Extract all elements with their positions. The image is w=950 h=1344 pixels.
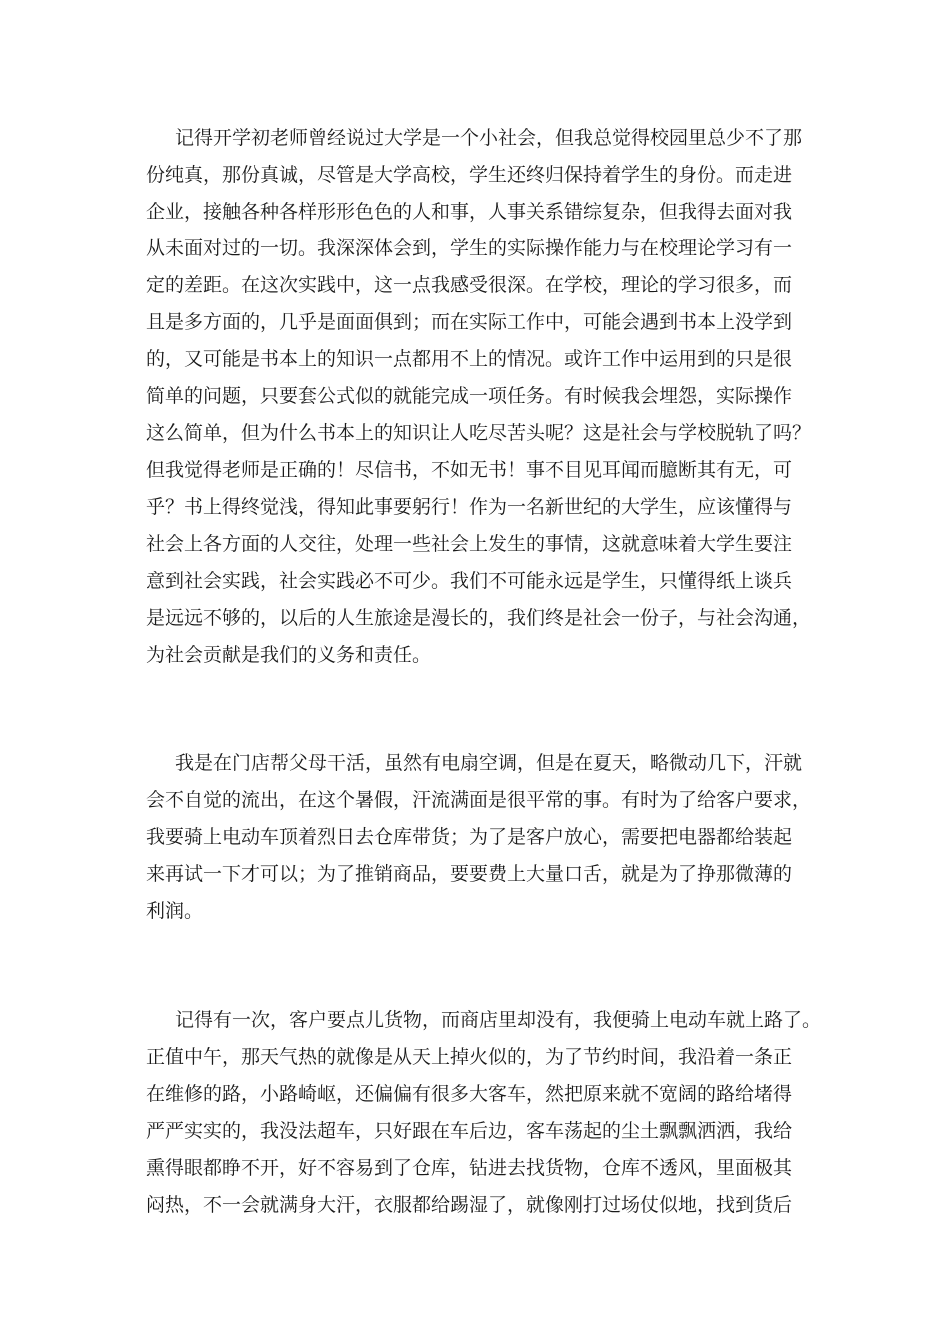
paragraph-line: 我是在门店帮父母干活，虽然有电扇空调，但是在夏天，略微动几下，汗就 [175,752,803,774]
paragraph-line: 定的差距。在这次实践中，这一点我感受很深。在学校，理论的学习很多，而 [146,274,793,296]
paragraph-line: 来再试一下才可以；为了推销商品，要要费上大量口舌，就是为了挣那微薄的 [146,863,793,885]
paragraph-line: 简单的问题，只要套公式似的就能完成一项任务。有时候我会埋怨，实际操作 [146,385,793,407]
paragraph-line: 意到社会实践，社会实践必不可少。我们不可能永远是学生，只懂得纸上谈兵 [146,570,793,592]
paragraph-line: 乎？书上得终觉浅，得知此事要躬行！作为一名新世纪的大学生，应该懂得与 [146,496,793,518]
paragraph-line: 为社会贡献是我们的义务和责任。 [146,644,432,666]
paragraph-line: 企业，接触各种各样形形色色的人和事，人事关系错综复杂，但我得去面对我 [146,201,793,223]
paragraph-line: 且是多方面的，几乎是面面俱到；而在实际工作中，可能会遇到书本上没学到 [146,311,793,333]
paragraph-line: 社会上各方面的人交往，处理一些社会上发生的事情，这就意味着大学生要注 [146,533,793,555]
paragraph-line: 熏得眼都睁不开，好不容易到了仓库，钻进去找货物，仓库不透风，里面极其 [146,1157,793,1179]
paragraph-line: 记得开学初老师曾经说过大学是一个小社会，但我总觉得校园里总少不了那 [175,127,803,149]
paragraph-line: 严严实实的，我没法超车，只好跟在车后边，客车荡起的尘土飘飘洒洒，我给 [146,1120,793,1142]
paragraph-line: 但我觉得老师是正确的！尽信书，不如无书！事不目见耳闻而臆断其有无，可 [146,459,793,481]
paragraph-line: 闷热，不一会就满身大汗，衣服都给踢湿了，就像刚打过场仗似地，找到货后 [146,1194,793,1216]
paragraph-line: 是远远不够的，以后的人生旅途是漫长的，我们终是社会一份子，与社会沟通， [146,607,812,629]
paragraph-line: 记得有一次，客户要点儿货物，而商店里却没有，我便骑上电动车就上路了。 [175,1009,822,1031]
paragraph-line: 会不自觉的流出，在这个暑假，汗流满面是很平常的事。有时为了给客户要求， [146,789,812,811]
paragraph-line: 正值中午，那天气热的就像是从天上掉火似的，为了节约时间，我沿着一条正 [146,1046,793,1068]
paragraph-line: 这么简单，但为什么书本上的知识让人吃尽苦头呢？这是社会与学校脱轨了吗？ [146,422,812,444]
paragraph-line: 我要骑上电动车顶着烈日去仓库带货；为了是客户放心，需要把电器都给装起 [146,826,793,848]
paragraph-line: 的，又可能是书本上的知识一点都用不上的情况。或许工作中运用到的只是很 [146,348,793,370]
paragraph-line: 份纯真，那份真诚，尽管是大学高校，学生还终归保持着学生的身份。而走进 [146,164,793,186]
paragraph-line: 从未面对过的一切。我深深体会到，学生的实际操作能力与在校理论学习有一 [146,237,793,259]
paragraph-line: 在维修的路，小路崎岖，还偏偏有很多大客车，然把原来就不宽阔的路给堵得 [146,1083,793,1105]
paragraph-line: 利润。 [146,900,204,922]
